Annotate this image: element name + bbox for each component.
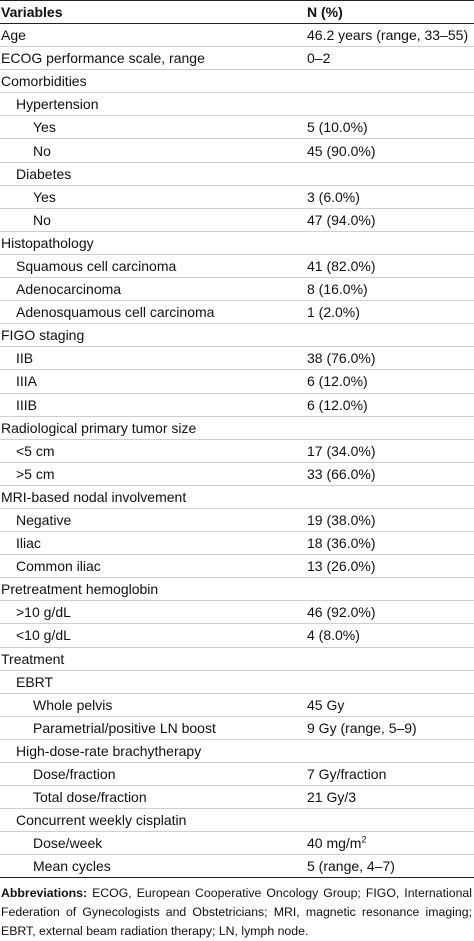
row-value (307, 397, 474, 413)
row-value (307, 720, 474, 736)
row-value-text: 46 (92.0%) (307, 604, 376, 621)
row-label: Adenosquamous cell carcinoma (16, 304, 215, 321)
table-row (0, 394, 474, 417)
row-label: FIGO staging (1, 327, 85, 344)
row-label: Yes (33, 119, 56, 136)
table-row (0, 624, 474, 647)
row-label: Parametrial/positive LN boost (33, 719, 216, 736)
table-row (0, 763, 474, 786)
row-value-text: 38 (76.0%) (307, 350, 376, 367)
row-value (307, 50, 474, 66)
table-row (0, 440, 474, 463)
row-label: <10 g/dL (16, 627, 71, 644)
row-value-text: 0–2 (307, 50, 331, 67)
footnote-text: ECOG, European Cooperative Oncology Group; FIGO, International Federation of Gynecologists and Obstetricians; MRI, magnetic resonance imaging; EBRT, external beam radiation therapy; LN, lymph node. (1, 886, 472, 939)
row-label: ECOG performance scale, range (1, 50, 205, 67)
table-row (0, 486, 474, 509)
table-row (0, 648, 474, 671)
table-row (0, 809, 474, 832)
row-label: Pretreatment hemoglobin (1, 581, 159, 598)
table-row (0, 70, 474, 93)
row-value (307, 604, 474, 620)
row-value-text: 47 (94.0%) (307, 211, 376, 228)
row-value-text: 8 (16.0%) (307, 281, 368, 298)
table-header-row (0, 0, 474, 24)
row-value-text: 9 Gy (range, 5–9) (307, 719, 417, 736)
header-n-percent: N (%) (307, 4, 343, 20)
table-row (0, 832, 474, 855)
row-value-text: 18 (36.0%) (307, 535, 376, 552)
footnote (0, 878, 474, 941)
row-value (307, 835, 474, 851)
row-value (307, 304, 474, 320)
row-value (307, 143, 474, 159)
row-value (307, 373, 474, 389)
table-row (0, 601, 474, 624)
table-row (0, 278, 474, 301)
row-label: Common iliac (16, 558, 101, 575)
table-row (0, 509, 474, 532)
row-label: Histopathology (1, 234, 94, 251)
table-row (0, 740, 474, 763)
row-value-text: 40 mg/m (307, 835, 362, 852)
row-value-text: 33 (66.0%) (307, 465, 376, 482)
row-value (307, 189, 474, 205)
row-label: No (33, 142, 51, 159)
row-label: >5 cm (16, 465, 55, 482)
row-value (307, 443, 474, 459)
table-row (0, 671, 474, 694)
row-value-text: 4 (8.0%) (307, 627, 360, 644)
header-variables: Variables (1, 4, 63, 20)
row-label: Age (1, 27, 26, 44)
row-value-text: 45 Gy (307, 696, 345, 713)
row-value (307, 466, 474, 482)
table-row (0, 463, 474, 486)
row-value-text: 17 (34.0%) (307, 442, 376, 459)
row-value (307, 281, 474, 297)
row-label: <5 cm (16, 442, 55, 459)
row-value (307, 697, 474, 713)
row-value (307, 512, 474, 528)
row-value (307, 627, 474, 643)
table-row (0, 24, 474, 47)
row-value (307, 119, 474, 135)
row-value-text: 45 (90.0%) (307, 142, 376, 159)
table-body (0, 24, 474, 878)
row-label: Yes (33, 188, 56, 205)
row-value (307, 258, 474, 274)
table-row (0, 578, 474, 601)
row-label: Negative (16, 512, 72, 529)
table-row (0, 93, 474, 116)
row-label: Iliac (16, 535, 41, 552)
row-label: Treatment (1, 650, 65, 667)
row-label: Diabetes (16, 165, 72, 182)
row-value (307, 766, 474, 782)
row-value (307, 350, 474, 366)
row-label: Mean cycles (33, 858, 111, 875)
row-value-text: 13 (26.0%) (307, 558, 376, 575)
table-row (0, 694, 474, 717)
row-label: IIIB (16, 396, 38, 413)
row-label: Total dose/fraction (33, 789, 147, 806)
row-value-text: 5 (10.0%) (307, 119, 368, 136)
row-value-text: 5 (range, 4–7) (307, 858, 395, 875)
row-label: Concurrent weekly cisplatin (16, 812, 187, 829)
row-value (307, 27, 474, 43)
table-row (0, 532, 474, 555)
footnote-label: Abbreviations: (1, 886, 88, 901)
row-value-text: 19 (38.0%) (307, 512, 376, 529)
row-value (307, 212, 474, 228)
table-row (0, 370, 474, 393)
table-row (0, 139, 474, 162)
row-label: High-dose-rate brachytherapy (16, 742, 202, 759)
row-label: Dose/week (33, 835, 103, 852)
row-value-text: 46.2 years (range, 33–55) (307, 27, 469, 44)
row-value-text: 41 (82.0%) (307, 257, 376, 274)
table-row (0, 163, 474, 186)
row-label: No (33, 211, 51, 228)
table-row (0, 186, 474, 209)
row-value-text: 1 (2.0%) (307, 304, 360, 321)
row-value (307, 789, 474, 805)
row-label: IIB (16, 350, 34, 367)
table-row (0, 232, 474, 255)
table-row (0, 116, 474, 139)
table-row (0, 786, 474, 809)
row-value-text: 21 Gy/3 (307, 789, 357, 806)
row-value-text: 7 Gy/fraction (307, 766, 387, 783)
row-label: IIIA (16, 373, 38, 390)
table-row (0, 209, 474, 232)
row-label: Hypertension (16, 96, 99, 113)
table-row (0, 855, 474, 878)
row-value (307, 558, 474, 574)
table-row (0, 324, 474, 347)
row-label: EBRT (16, 673, 54, 690)
row-value-text: 6 (12.0%) (307, 396, 368, 413)
row-label: Radiological primary tumor size (1, 419, 197, 436)
row-value-superscript: 2 (361, 835, 367, 845)
row-label: >10 g/dL (16, 604, 71, 621)
row-label: Whole pelvis (33, 696, 113, 713)
table-row (0, 347, 474, 370)
row-label: Squamous cell carcinoma (16, 257, 177, 274)
table-row (0, 417, 474, 440)
row-label: MRI-based nodal involvement (1, 488, 187, 505)
table-row (0, 717, 474, 740)
table-row (0, 255, 474, 278)
table-row (0, 47, 474, 70)
row-value (307, 858, 474, 874)
row-value-text: 6 (12.0%) (307, 373, 368, 390)
table-row (0, 301, 474, 324)
row-value-text: 3 (6.0%) (307, 188, 360, 205)
row-label: Comorbidities (1, 73, 87, 90)
row-label: Adenocarcinoma (16, 281, 122, 298)
row-value (307, 535, 474, 551)
row-label: Dose/fraction (33, 766, 116, 783)
table-row (0, 555, 474, 578)
